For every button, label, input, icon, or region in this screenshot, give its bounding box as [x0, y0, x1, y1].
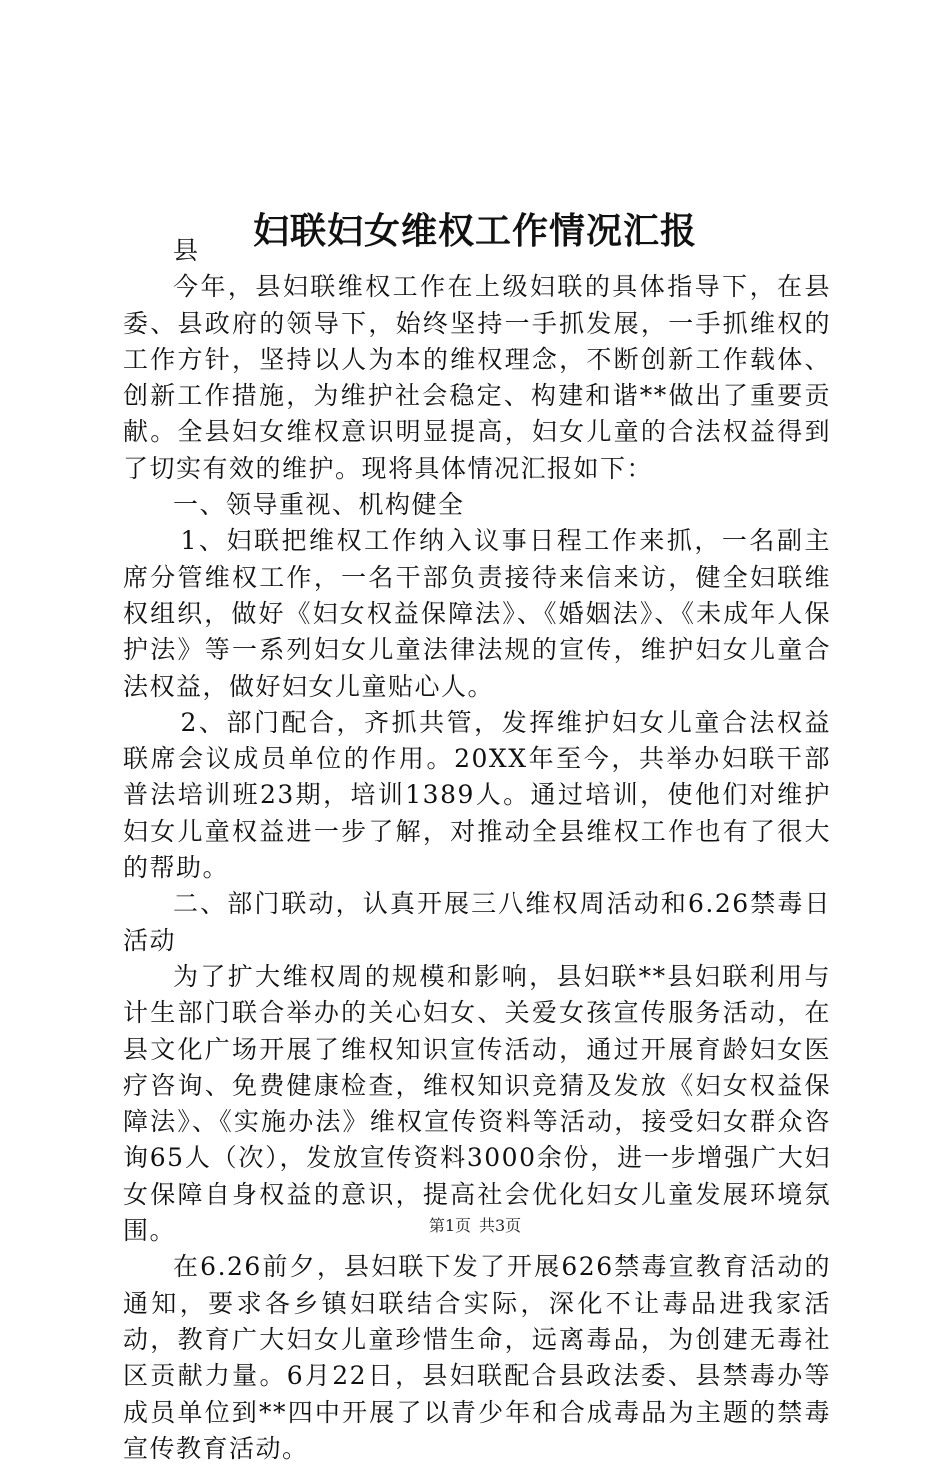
section-heading-2: 二、部门联动，认真开展三八维权周活动和6.26禁毒日活动	[123, 889, 831, 955]
body-paragraph-1: 为了扩大维权周的规模和影响，县妇联**县妇联利用与计生部门联合举办的关心妇女、关爱女孩宣传服务活动，在县文化广场开展了维权知识宣传活动，通过开展育龄妇女医疗咨询、免费健康检查，维权知识竞猜及发放《妇女权益保障法》、《实施办法》维权宣传资料等活动，接受妇女群众咨询65人（次），发放宣传资料3000余份，进一步增强广大妇女保障自身权益的意识，提高社会优化妇女儿童发展环境氛围。	[123, 961, 831, 1246]
document-body	[123, 233, 831, 1467]
page-number: 第1页	[428, 1216, 471, 1235]
intro-paragraph: 今年，县妇联维权工作在上级妇联的具体指导下，在县委、县政府的领导下，始终坚持一手抓发展，一手抓维权的工作方针，坚持以人为本的维权理念，不断创新工作载体、创新工作措施，为维护社会稳定、构建和谐**做出了重要贡献。全县妇女维权意识明显提高，妇女儿童的合法权益得到了切实有效的维护。现将具体情况汇报如下：	[123, 272, 831, 483]
document-title: 妇联妇女维权工作情况汇报	[252, 210, 697, 253]
item-paragraph-2: 2、部门配合，齐抓共管，发挥维护妇女儿童合法权益联席会议成员单位的作用。20XX年至今，共举办妇联干部普法培训班23期，培训1389人。通过培训，使他们对维护妇女儿童权益进一步了解，对推动全县维权工作也有了很大的帮助。	[123, 707, 831, 883]
section-heading-1: 一、领导重视、机构健全	[173, 490, 465, 520]
page-total: 共3页	[479, 1216, 522, 1235]
item-paragraph-1: 1、妇联把维权工作纳入议事日程工作来抓，一名副主席分管维权工作，一名干部负责接待来信来访，健全妇联维权组织，做好《妇女权益保障法》、《婚姻法》、《未成年人保护法》等一系列妇女儿童法律法规的宣传，维护妇女儿童合法权益，做好妇女儿童贴心人。	[123, 526, 831, 701]
page-footer	[0, 1215, 950, 1237]
body-paragraph-2: 在6.26前夕，县妇联下发了开展626禁毒宣教育活动的通知，要求各乡镇妇联结合实际，深化不让毒品进我家活动，教育广大妇女儿童珍惜生命，远离毒品，为创建无毒社区贡献力量。6月22日，县妇联配合县政法委、县禁毒办等成员单位到**四中开展了以青少年和合成毒品为主题的禁毒宣传教育活动。	[123, 1252, 831, 1463]
salutation-paragraph: 县	[173, 236, 200, 265]
